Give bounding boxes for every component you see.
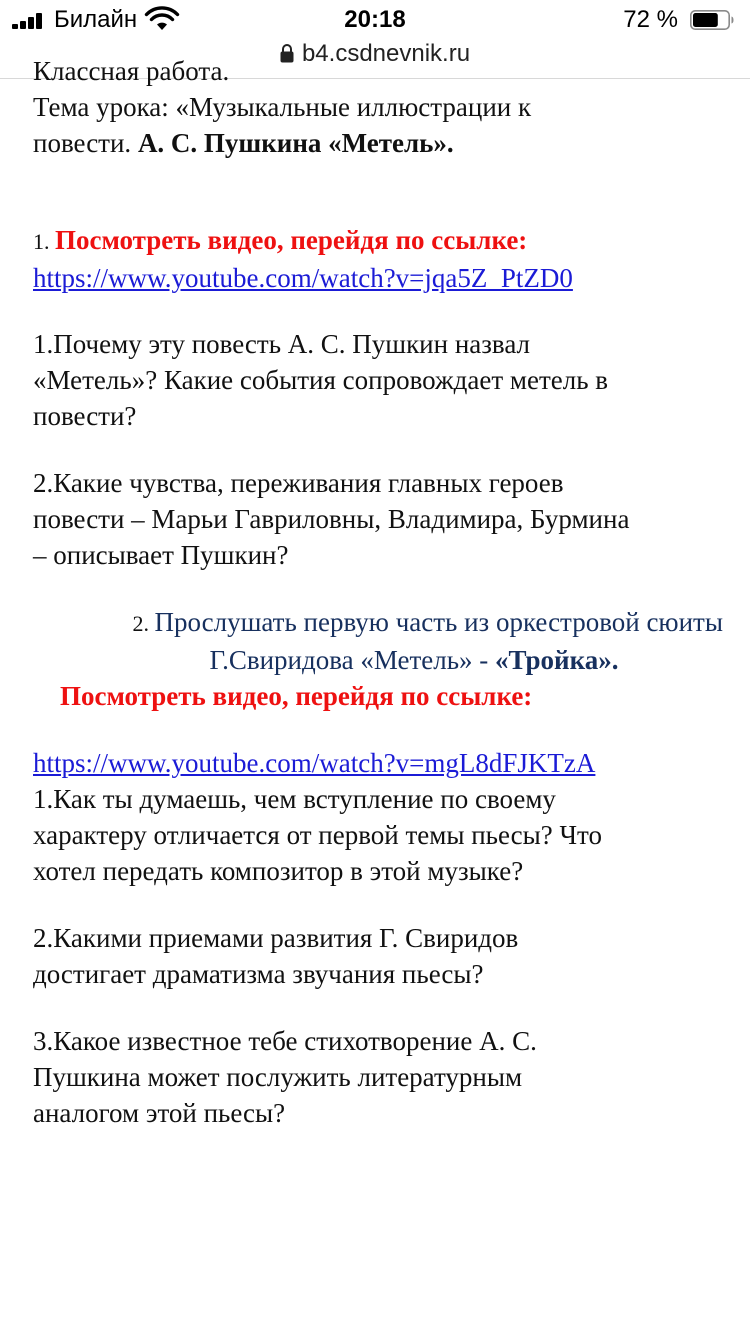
task-1-instruction (33, 222, 723, 260)
task-1-question-1 (33, 326, 723, 434)
task-2-question-2 (33, 920, 723, 992)
task-1-link-line (33, 260, 723, 296)
task-2-link-line (33, 745, 723, 781)
task-1-video-link[interactable]: https://www.youtube.com/watch?v=jqa5Z_PtZD0 (33, 263, 573, 293)
task-2-question-1 (33, 781, 723, 889)
battery-icon (690, 10, 734, 30)
question-line: характеру отличается от первой темы пьесы? Что (33, 820, 602, 850)
question-line: – описывает Пушкин? (33, 540, 289, 570)
task-2-line-2-text: Г.Свиридова «Метель» - (209, 645, 496, 675)
question-line: 1.Почему эту повесть А. С. Пушкин назвал (33, 329, 531, 359)
question-line: 2.Какими приемами развития Г. Свиридов (33, 923, 519, 953)
question-line: достигает драматизма звучания пьесы? (33, 959, 484, 989)
document-content (33, 53, 723, 1131)
task-2-question-3 (33, 1023, 723, 1131)
lesson-topic-line-2 (33, 125, 723, 161)
lesson-topic-line-1: Тема урока: «Музыкальные иллюстрации к (33, 92, 532, 122)
question-line: хотел передать композитор в этой музыке? (33, 856, 524, 886)
task-2-line-1-text: Прослушать первую часть из оркестровой сюиты (154, 607, 723, 637)
task-2-video-link[interactable]: https://www.youtube.com/watch?v=mgL8dFJKTzA (33, 748, 596, 778)
question-line: 1.Как ты думаешь, чем вступление по своему (33, 784, 556, 814)
url-text: b4.csdnevnik.ru (301, 40, 471, 67)
question-line: «Метель»? Какие события сопровождает метель в (33, 365, 609, 395)
question-line: повести – Марьи Гавриловны, Владимира, Бурмина (33, 504, 630, 534)
question-line: 3.Какое известное тебе стихотворение А. С. (33, 1026, 537, 1056)
question-line: 2.Какие чувства, переживания главных героев (33, 468, 564, 498)
task-2-line-2-bold: «Тройка». (495, 645, 619, 675)
topic-bold: А. С. Пушкина «Метель». (137, 128, 454, 158)
task-1-question-2 (33, 465, 723, 573)
cut-heading: Классная работа. (33, 56, 230, 86)
task-2-instruction: Посмотреть видео, перейдя по ссылке: (60, 681, 533, 711)
carrier-name: Билайн (54, 6, 138, 33)
topic-text: повести. (33, 128, 138, 158)
status-time: 20:18 (344, 6, 406, 33)
task-2-number: 2. (132, 611, 155, 636)
status-bar (0, 0, 750, 40)
question-line: аналогом этой пьесы? (33, 1098, 286, 1128)
battery-percentage: 72 % (623, 6, 678, 33)
question-line: повести? (33, 401, 137, 431)
task-1-instruction-text: Посмотреть видео, перейдя по ссылке: (55, 225, 528, 255)
task-1-number: 1. (33, 229, 55, 254)
task-2-line-1 (33, 604, 723, 642)
question-line: Пушкина может послужить литературным (33, 1062, 523, 1092)
task-2-line-2 (33, 642, 723, 678)
document-viewport[interactable] (33, 56, 723, 1334)
